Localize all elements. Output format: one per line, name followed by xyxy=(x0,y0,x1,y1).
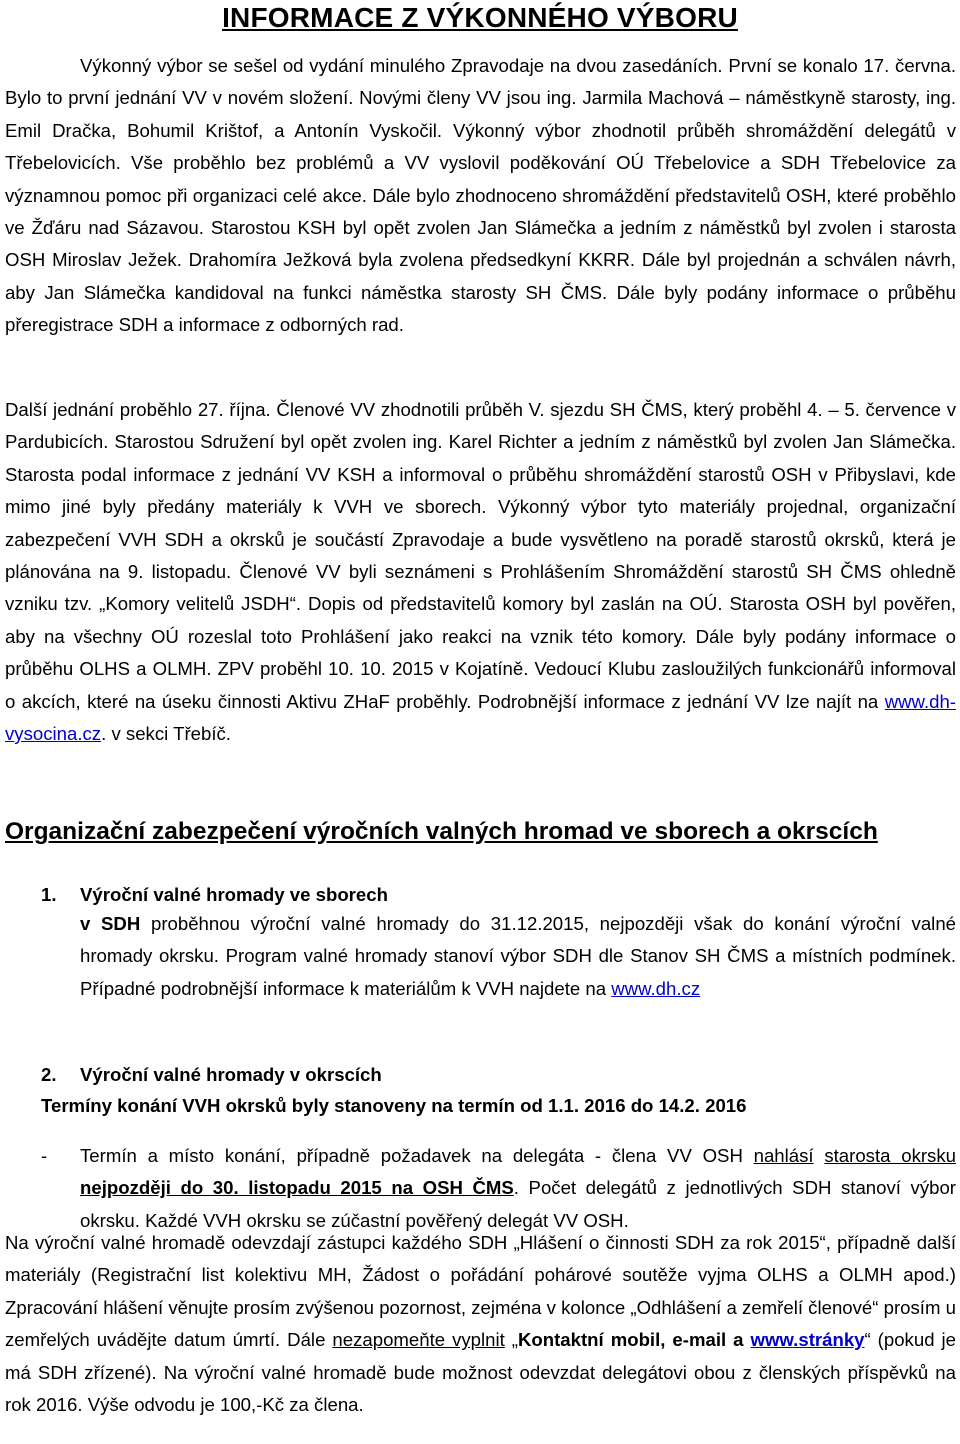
bullet-item xyxy=(80,1140,956,1237)
item2-number: 2. xyxy=(41,1064,57,1085)
paragraph-final-text2: „ xyxy=(504,1329,518,1351)
paragraph-second-meeting xyxy=(5,394,956,750)
paragraph-first-meeting-part2: Vše proběhlo bez problémů a VV vyslovil poděkování OÚ Třebelovice a SDH Třebelovice za významnou pomoc při organizaci celé akce. Dále bylo zhodnoceno shromáždění představitelů OSH, které proběhlo ve Žďáru nad Sázavou. Starostou KSH byl opět zvolen Jan Slámečka a jedním z náměstků byl zvolen i starosta OSH Miroslav Ježek. Drahomíra Ježková byla zvolena předsedkyní KKRR. Dále byl projednán a schválen návrh, aby Jan Slámečka kandidoval na funkci náměstka starosty SH ČMS. Dále byly podány informace o průběhu přeregistrace SDH a informace z odborných rad. xyxy=(5,152,956,336)
bullet-space1 xyxy=(814,1145,825,1166)
paragraph-final-text3: “ (pokud je má SDH zřízené). Na výroční valné hromadě bude možnost odevzdat delegátovi obou z členských příspěvků na rok 2016. Výše odvodu je 100,-Kč za člena. xyxy=(5,1329,956,1416)
bullet-deadline: nejpozději do 30. listopadu 2015 na OSH ČMS xyxy=(80,1177,514,1199)
item2-terms: Termíny konání VVH okrsků byly stanoveny na termín od 1.1. 2016 do 14.2. 2016 xyxy=(41,1095,747,1116)
item1-number: 1. xyxy=(41,884,57,905)
bullet-underline-starosta: starosta okrsku xyxy=(824,1145,956,1166)
bullet-underline-nahlasi: nahlásí xyxy=(753,1145,814,1166)
paragraph-final-text1: Na výroční valné hromadě odevzdají zástupci každého SDH „Hlášení o činnosti SDH za rok 2015“, případně další materiály (Registrační list kolektivu MH, Žádost o pořádání pohárové soutěže vyjma OLHS a OLMH apod.) Zpracování hlášení věnujte prosím zvýšenou pozornost, zejména v kolonce „Odhlášení a zemřelí členové“ prosím u zemřelých uvádějte datum úmrtí. Dále xyxy=(5,1232,956,1351)
paragraph-second-meeting-tail: . v sekci Třebíč. xyxy=(101,723,231,745)
item2-title: Výroční valné hromady v okrscích xyxy=(80,1064,382,1085)
paragraph-final xyxy=(5,1227,956,1421)
item1-title: Výroční valné hromady ve sborech xyxy=(80,884,388,905)
link-dh-cz[interactable]: www.dh.cz xyxy=(611,977,701,999)
paragraph-first-meeting xyxy=(5,50,956,342)
bullet-text2: . Počet delegátů z jednotlivých SDH stanoví výbor okrsku. Každé VVH okrsku se zúčastní pověřený delegát VV OSH. xyxy=(80,1177,956,1231)
item1-text: proběhnou výroční valné hromady do 31.12.2015, nejpozději však do konání výroční valné hromady okrsku. Program valné hromady stanoví výbor SDH dle Stanov SH ČMS a místních podmínek. Případné podrobnější informace k materiálům k VVH najdete na xyxy=(80,913,956,999)
section-heading: Organizační zabezpečení výročních valných hromad ve sborech a okrscích xyxy=(5,818,878,845)
paragraph-first-meeting-part1: Výkonný výbor se sešel od vydání minulého Zpravodaje na dvou zasedáních. První se konalo 17. června. Bylo to první jednání VV v novém složení. Novými členy VV jsou ing. Jarmila Machová – náměstkyně starosty, ing. Emil Dračka, Bohumil Krištof, a Antonín Vyskočil. Výkonný výbor zhodnotil průběh shromáždění delegátů v Třebelovicích. xyxy=(5,55,956,174)
bullet-text1: Termín a místo konání, případně požadavek na delegáta - člena VV OSH xyxy=(80,1145,754,1166)
paragraph-final-bold: Kontaktní mobil, e-mail a xyxy=(517,1329,751,1351)
page-title: INFORMACE Z VÝKONNÉHO VÝBORU xyxy=(222,2,738,33)
link-stranky[interactable]: www.stránky xyxy=(750,1329,865,1351)
bullet-dash: - xyxy=(41,1145,48,1166)
paragraph-second-meeting-text: Další jednání proběhlo 27. října. Členové VV zhodnotili průběh V. sjezdu SH ČMS, který proběhl 4. – 5. července v Pardubicích. Starostou Sdružení byl opět zvolen ing. Karel Richter a jedním z náměstků byl zvolen Jan Slámečka. Starosta podal informace z jednání VV KSH a informoval o průběhu shromáždění starostů OSH v Přibyslavi, kde mimo jiné byly předány materiály k VVH ve sborech. Výkonný výbor tyto materiály projednal, organizační zabezpečení VVH SDH a okrsků je součástí Zpravodaje a bude vysvětleno na poradě starostů okrsků, která je plánována na 9. listopadu. Členové VV byli seznámeni s Prohlášením Shromáždění starostů SH ČMS ohledně vzniku tzv. „Komory velitelů JSDH“. Dopis od představitelů komory byl zaslán na OÚ. Starosta OSH byl pověřen, aby na všechny OÚ rozeslal toto Prohlášení jako reakci na vznik této komory. Dále byly podány informace o průběhu OLHS a OLMH. ZPV proběhl 10. 10. 2015 v Kojatíně. Vedoucí Klubu zasloužilých funkcionářů informoval o akcích, které na úseku činnosti Aktivu ZHaF proběhly. Podrobnější informace z jednání VV lze najít na xyxy=(5,399,956,712)
link-dh-vysocina[interactable]: www.dh-vysocina.cz xyxy=(5,690,956,745)
item1-lead: v SDH xyxy=(80,913,141,934)
item1-body xyxy=(80,908,956,1005)
paragraph-final-underline: nezapomeňte vyplnit xyxy=(332,1329,505,1351)
